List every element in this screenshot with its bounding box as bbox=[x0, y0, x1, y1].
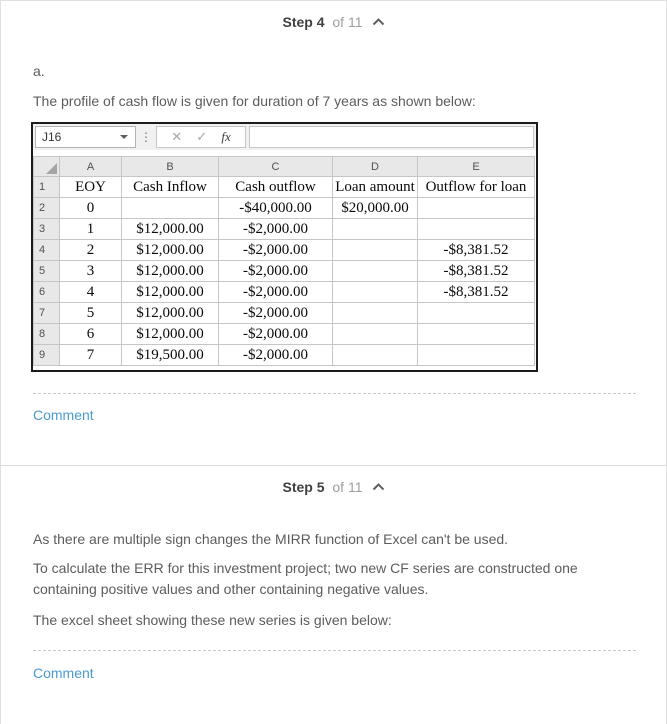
dashed-divider bbox=[33, 393, 636, 394]
sheet-cell: 0 bbox=[60, 198, 122, 219]
paragraph: The excel sheet showing these new series is given below: bbox=[33, 612, 392, 628]
row-header: 2 bbox=[34, 198, 60, 219]
sheet-row bbox=[34, 261, 535, 282]
insert-function-icon: fx bbox=[221, 129, 231, 144]
column-header: A bbox=[60, 157, 122, 177]
row-header: 1 bbox=[34, 177, 60, 198]
sheet-row bbox=[34, 282, 535, 303]
sheet-cell: EOY bbox=[60, 177, 122, 198]
step-4-title-bold: Step 4 bbox=[282, 14, 325, 30]
cancel-icon: ✕ bbox=[171, 129, 183, 144]
sheet-cell: 5 bbox=[60, 303, 122, 324]
step-5-card bbox=[0, 466, 667, 724]
sheet-cell bbox=[418, 198, 535, 219]
row-header: 3 bbox=[34, 219, 60, 240]
name-box-dropdown-icon bbox=[120, 135, 128, 139]
column-header-row bbox=[34, 157, 535, 177]
name-box bbox=[35, 126, 136, 148]
sheet-cell: -$2,000.00 bbox=[219, 324, 333, 345]
intro-text: The profile of cash flow is given for duration of 7 years as shown below: bbox=[33, 93, 476, 109]
corner-triangle-icon bbox=[46, 163, 57, 174]
sheet-grid bbox=[33, 150, 536, 366]
sheet-cell: -$2,000.00 bbox=[219, 219, 333, 240]
sheet-cell: $12,000.00 bbox=[122, 282, 219, 303]
sheet-cell: 3 bbox=[60, 261, 122, 282]
sheet-cell bbox=[418, 303, 535, 324]
sheet-cell: $12,000.00 bbox=[122, 240, 219, 261]
sheet-cell: -$8,381.52 bbox=[418, 240, 535, 261]
column-header: C bbox=[219, 157, 333, 177]
sheet-cell: $20,000.00 bbox=[333, 198, 418, 219]
sheet-cell: $19,500.00 bbox=[122, 345, 219, 366]
step-4-title bbox=[282, 14, 362, 30]
sheet-cell bbox=[122, 198, 219, 219]
sheet-row bbox=[34, 177, 535, 198]
sheet-cell: 1 bbox=[60, 219, 122, 240]
sheet-row bbox=[34, 324, 535, 345]
sheet-cell: -$2,000.00 bbox=[219, 282, 333, 303]
sheet-cell: 6 bbox=[60, 324, 122, 345]
enter-icon: ✓ bbox=[196, 129, 208, 144]
step-4-title-suffix: of 11 bbox=[328, 14, 363, 30]
sheet-cell: -$2,000.00 bbox=[219, 261, 333, 282]
sheet-cell: -$2,000.00 bbox=[219, 303, 333, 324]
sheet-row bbox=[34, 240, 535, 261]
chevron-up-icon[interactable] bbox=[372, 18, 385, 26]
sheet-cell: $12,000.00 bbox=[122, 261, 219, 282]
sheet-row bbox=[34, 219, 535, 240]
sheet-cell bbox=[333, 219, 418, 240]
sheet-cell: 4 bbox=[60, 282, 122, 303]
sheet-row bbox=[34, 198, 535, 219]
column-header: E bbox=[418, 157, 535, 177]
step-5-title-suffix: of 11 bbox=[328, 479, 363, 495]
chevron-up-icon[interactable] bbox=[372, 483, 385, 491]
sheet-cell bbox=[333, 282, 418, 303]
row-header: 9 bbox=[34, 345, 60, 366]
sheet-cell bbox=[333, 324, 418, 345]
paragraph: As there are multiple sign changes the MIRR function of Excel can't be used. bbox=[33, 531, 509, 547]
sheet-cell: -$2,000.00 bbox=[219, 345, 333, 366]
sheet-cell: -$40,000.00 bbox=[219, 198, 333, 219]
sheet-cell: -$8,381.52 bbox=[418, 282, 535, 303]
sheet-cell bbox=[333, 303, 418, 324]
part-label: a. bbox=[33, 63, 45, 79]
sheet-cell: Cash outflow bbox=[219, 177, 333, 198]
sheet-cell: Cash Inflow bbox=[122, 177, 219, 198]
row-header: 4 bbox=[34, 240, 60, 261]
sheet-cell: $12,000.00 bbox=[122, 324, 219, 345]
comment-link[interactable]: Comment bbox=[33, 407, 94, 423]
row-header: 8 bbox=[34, 324, 60, 345]
sheet-body bbox=[34, 177, 535, 366]
sheet-cell bbox=[418, 345, 535, 366]
step-5-title bbox=[282, 479, 362, 495]
sheet-cell bbox=[333, 345, 418, 366]
step-4-header bbox=[1, 14, 666, 30]
column-header: D bbox=[333, 157, 418, 177]
step-5-header bbox=[1, 479, 666, 495]
row-header: 6 bbox=[34, 282, 60, 303]
sheet-cell bbox=[333, 261, 418, 282]
step-5-title-bold: Step 5 bbox=[282, 479, 325, 495]
sheet-cell: Outflow for loan bbox=[418, 177, 535, 198]
dashed-divider bbox=[33, 650, 636, 651]
sheet-cell bbox=[333, 240, 418, 261]
row-header: 7 bbox=[34, 303, 60, 324]
sheet-cell: $12,000.00 bbox=[122, 303, 219, 324]
paragraph: To calculate the ERR for this investment project; two new CF series are constructed one containing positive values and other containing negative values. bbox=[33, 560, 578, 597]
formula-buttons bbox=[156, 126, 246, 148]
name-box-value: J16 bbox=[42, 130, 62, 144]
formula-bar-handle-icon: ⋮ bbox=[140, 130, 152, 144]
sheet-cell bbox=[418, 324, 535, 345]
sheet-row bbox=[34, 345, 535, 366]
formula-bar bbox=[33, 124, 536, 150]
formula-input bbox=[249, 126, 534, 148]
row-header: 5 bbox=[34, 261, 60, 282]
sheet-cell bbox=[418, 219, 535, 240]
sheet-cell: 7 bbox=[60, 345, 122, 366]
sheet-cell: $12,000.00 bbox=[122, 219, 219, 240]
select-all-corner bbox=[34, 157, 60, 177]
sheet-row bbox=[34, 303, 535, 324]
comment-link[interactable]: Comment bbox=[33, 665, 94, 681]
sheet-cell: -$2,000.00 bbox=[219, 240, 333, 261]
sheet-cell: 2 bbox=[60, 240, 122, 261]
sheet-cell: -$8,381.52 bbox=[418, 261, 535, 282]
sheet-cell: Loan amount bbox=[333, 177, 418, 198]
spreadsheet-image bbox=[31, 122, 538, 372]
column-header: B bbox=[122, 157, 219, 177]
